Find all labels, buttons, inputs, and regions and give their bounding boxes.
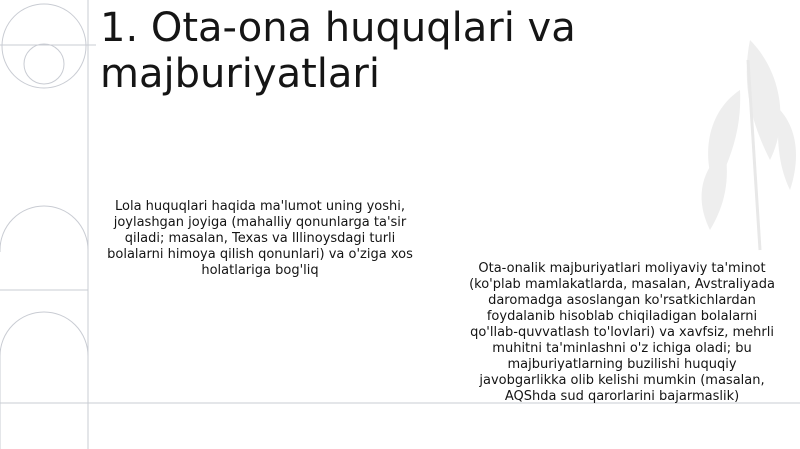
left-text-block: Lola huquqlari haqida ma'lumot uning yoshi, joylashgan joyiga (mahalliy qonunlarga ta'sir qiladi; masalan, Texas va Illinoysdagi turli bolalarni himoya qilish qonunlari) va o'ziga xos holatlariga bog'liq (107, 199, 413, 278)
slide-title: 1. Ota-ona huquqlari va majburiyatlari (100, 5, 576, 97)
right-text-block: Ota-onalik majburiyatlari moliyaviy ta'minot (ko'plab mamlakatlarda, masalan, Avstraliyada daromadga asoslangan ko'rsatkichlardan foydalanib hisoblab chiqiladigan bolalarni qo'llab-quvvatlash to'lovlari) va xavfsiz, mehrli muhitni ta'minlashni o'z ichiga oladi; bu majburiyatlarning buzilishi huquqiy javobgarlikka olib kelishi mumkin (masalan, AQShda sud qarorlarini bajarmaslik) (469, 261, 775, 404)
